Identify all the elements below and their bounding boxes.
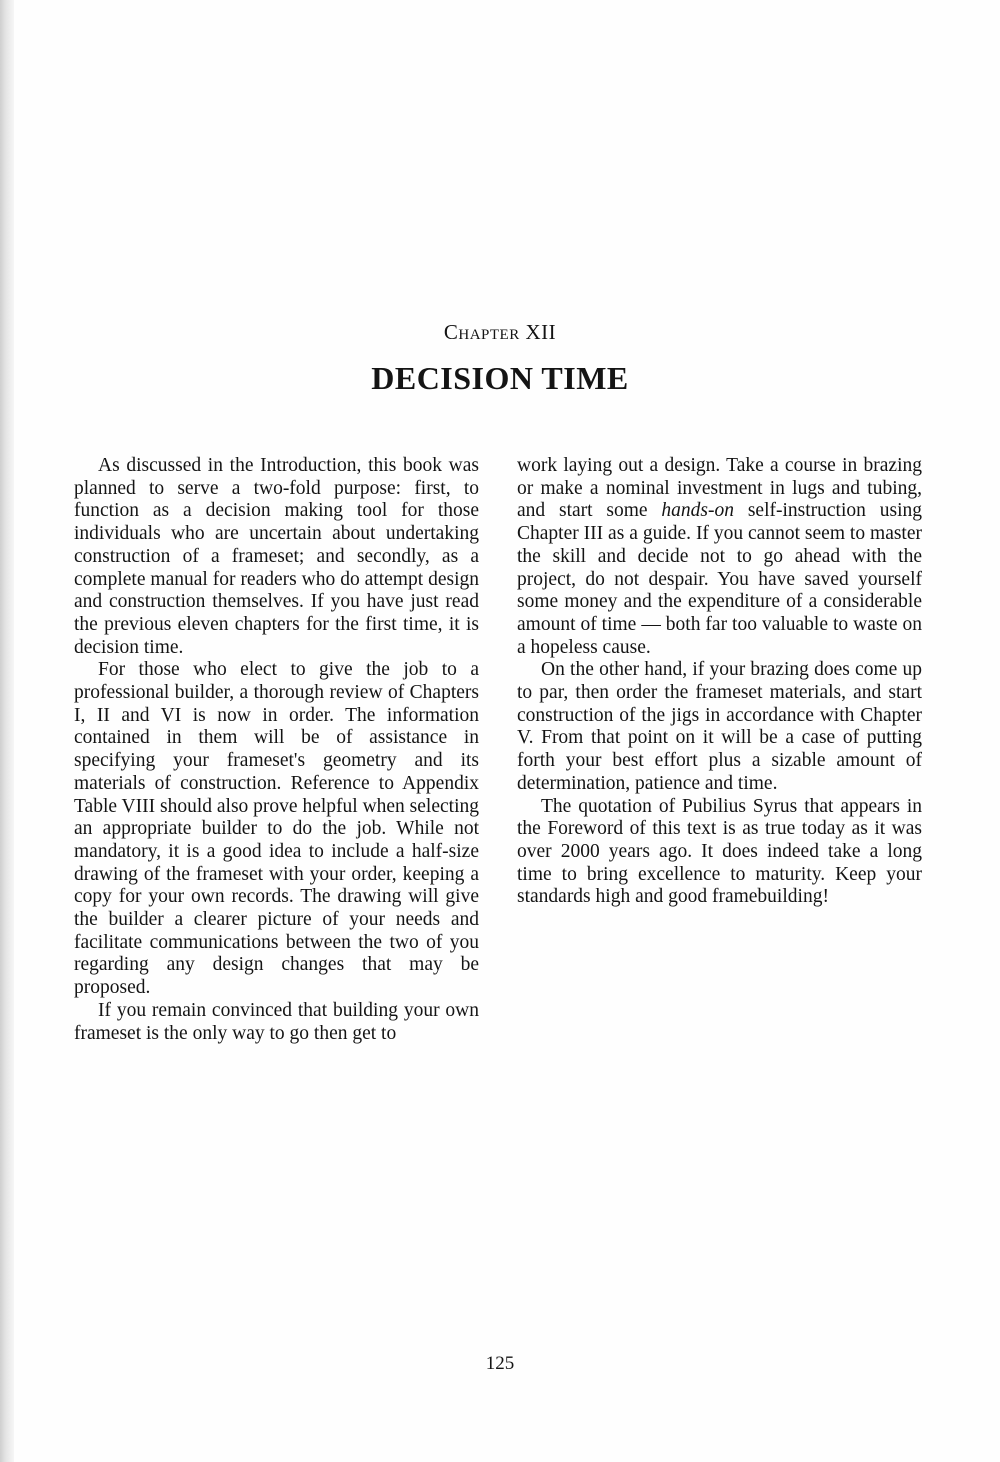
page-spine-shadow [0,0,14,1462]
chapter-label [0,320,1000,345]
chapter-number: XII [525,320,557,344]
chapter-label-word: Chapter [443,320,520,344]
chapter-title: DECISION TIME [371,360,629,396]
text-run: work laying out a design. Take a course in brazing or make a nominal investment in lugs and tubing, and start some [517,455,922,522]
paragraph: As discussed in the Introduction, this book was planned to serve a two-fold purpose: first, to function as a decision making tool for those individuals who are uncertain about undertaking construction of a frameset; and secondly, as a complete manual for readers who do attempt design and construction themselves. If you have just read the previous eleven chapters for the first time, it is decision time. [74,455,479,658]
paragraph: The quotation of Pubilius Syrus that appears in the Foreword of this text is as true today as it was over 2000 years ago. It does indeed take a long time to bring excellence to maturity. Keep your standards high and good framebuilding! [517,795,922,908]
text-run: self-instruction using Chapter III as a guide. If you cannot seem to master the skill and decide not to go ahead with the project, do not despair. You have saved yourself some money and the expenditure of a considerable amount of time — both far too valuable to waste on a hopeless cause. [517,500,922,658]
paragraph: On the other hand, if your brazing does come up to par, then order the frameset materials, and start construction of the jigs in accordance with Chapter V. From that point on it will be a case of putting forth your best effort plus a sizable amount of determination, patience and time. [517,659,922,794]
page-number: 125 [485,1353,515,1374]
paragraph-continued [517,455,922,659]
right-column [517,455,922,909]
paragraph: If you remain convinced that building your own frameset is the only way to go then get to [74,999,479,1044]
paragraph: For those who elect to give the job to a professional builder, a thorough review of Chapters I, II and VI is now in order. The information contained in them will be of assistance in specifying your frameset's geometry and its materials of construction. Reference to Appendix Table VIII should also prove helpful when selecting an appropriate builder to do the job. While not mandatory, it is a good idea to include a half-size drawing of the frameset with your order, keeping a copy for your own records. The drawing will give the builder a clearer picture of your needs and facilitate communications between the two of you regarding any design changes that may be proposed. [74,659,479,999]
emphasized-text: hands-on [661,500,734,522]
left-column [74,455,479,1045]
